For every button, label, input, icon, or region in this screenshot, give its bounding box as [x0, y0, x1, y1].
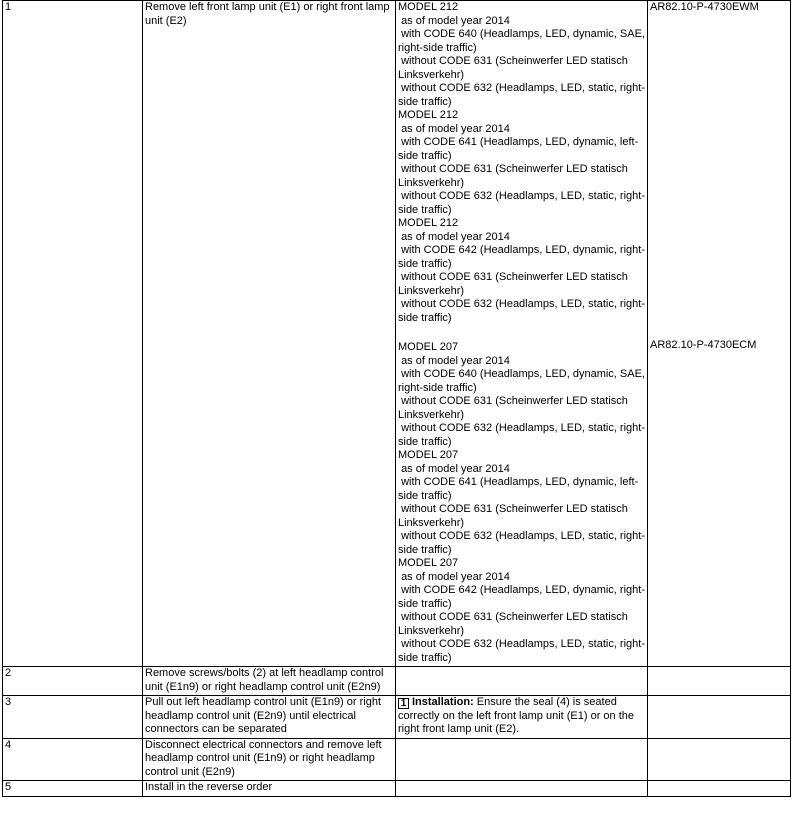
condition-line: without CODE 632 (Headlamps, LED, static, right-side traffic): [398, 422, 645, 448]
condition-line: without CODE 631 (Scheinwerfer LED statisch Linksverkehr): [398, 395, 631, 421]
step-action: Install in the reverse order: [143, 781, 396, 797]
condition-line: without CODE 631 (Scheinwerfer LED statisch Linksverkehr): [398, 163, 631, 189]
step-action: Pull out left headlamp control unit (E1n9) or right headlamp control unit (E2n9) until electrical connectors can be separated: [143, 696, 396, 739]
conditions-cell: [396, 781, 648, 797]
step-action: Remove screws/bolts (2) at left headlamp control unit (E1n9) or right headlamp control unit (E2n9): [143, 667, 396, 696]
condition-line: MODEL 207: [398, 449, 459, 461]
note-text: Ensure the seal (4) is seated correctly on the left front lamp unit (E1) or on the right front lamp unit (E2).: [398, 696, 635, 735]
group-spacer: [398, 325, 645, 341]
reference-cell: [648, 696, 791, 739]
installation-icon: 1: [398, 698, 409, 709]
condition-group: [398, 1, 649, 325]
table-row: [3, 738, 791, 781]
condition-line: without CODE 631 (Scheinwerfer LED statisch Linksverkehr): [398, 55, 631, 81]
condition-line: MODEL 212: [398, 217, 459, 229]
table-row: [3, 667, 791, 696]
condition-line: with CODE 642 (Headlamps, LED, dynamic, right-side traffic): [398, 244, 645, 270]
condition-line: without CODE 632 (Headlamps, LED, static, right-side traffic): [398, 82, 645, 108]
step-number: 1: [3, 1, 143, 667]
condition-line: MODEL 207: [398, 341, 459, 353]
step-number: 5: [3, 781, 143, 797]
condition-line: without CODE 632 (Headlamps, LED, static, right-side traffic): [398, 638, 645, 664]
condition-line: with CODE 640 (Headlamps, LED, dynamic, SAE, right-side traffic): [398, 28, 649, 54]
procedure-document: [2, 0, 790, 797]
reference-cell: [648, 781, 791, 797]
condition-line: with CODE 640 (Headlamps, LED, dynamic, SAE, right-side traffic): [398, 368, 649, 394]
step-number: 3: [3, 696, 143, 739]
condition-line: MODEL 212: [398, 109, 459, 121]
reference-spacer: [650, 15, 788, 339]
condition-line: as of model year 2014: [398, 230, 510, 243]
reference-cell: [648, 738, 791, 781]
condition-line: without CODE 631 (Scheinwerfer LED statisch Linksverkehr): [398, 271, 631, 297]
condition-line: MODEL 212: [398, 1, 459, 13]
condition-line: as of model year 2014: [398, 462, 510, 475]
condition-line: without CODE 632 (Headlamps, LED, static, right-side traffic): [398, 530, 645, 556]
table-row: [3, 696, 791, 739]
procedure-table: [2, 0, 791, 797]
step-action: Disconnect electrical connectors and remove left headlamp control unit (E1n9) or right headlamp control unit (E2n9): [143, 738, 396, 781]
condition-line: without CODE 632 (Headlamps, LED, static, right-side traffic): [398, 190, 645, 216]
condition-line: without CODE 631 (Scheinwerfer LED statisch Linksverkehr): [398, 611, 631, 637]
condition-line: MODEL 207: [398, 557, 459, 569]
conditions-cell: [396, 1, 648, 667]
step-action: Remove left front lamp unit (E1) or right front lamp unit (E2): [143, 1, 396, 667]
table-row: [3, 781, 791, 797]
condition-line: with CODE 641 (Headlamps, LED, dynamic, left-side traffic): [398, 136, 639, 162]
step-number: 2: [3, 667, 143, 696]
reference-link[interactable]: AR82.10-P-4730EWM: [650, 1, 759, 13]
reference-cell: [648, 1, 791, 667]
conditions-cell: [396, 738, 648, 781]
step-number: 4: [3, 738, 143, 781]
conditions-cell: [396, 667, 648, 696]
condition-line: with CODE 641 (Headlamps, LED, dynamic, left-side traffic): [398, 476, 639, 502]
condition-line: as of model year 2014: [398, 14, 510, 27]
note-cell: [396, 696, 648, 739]
condition-line: as of model year 2014: [398, 354, 510, 367]
condition-line: without CODE 632 (Headlamps, LED, static, right-side traffic): [398, 298, 645, 324]
note-label: Installation:: [412, 696, 474, 708]
reference-cell: [648, 667, 791, 696]
condition-line: as of model year 2014: [398, 122, 510, 135]
condition-line: as of model year 2014: [398, 570, 510, 583]
condition-group: [398, 341, 649, 665]
table-row: [3, 1, 791, 667]
condition-line: with CODE 642 (Headlamps, LED, dynamic, right-side traffic): [398, 584, 645, 610]
reference-link[interactable]: AR82.10-P-4730ECM: [650, 338, 757, 351]
condition-line: without CODE 631 (Scheinwerfer LED statisch Linksverkehr): [398, 503, 631, 529]
